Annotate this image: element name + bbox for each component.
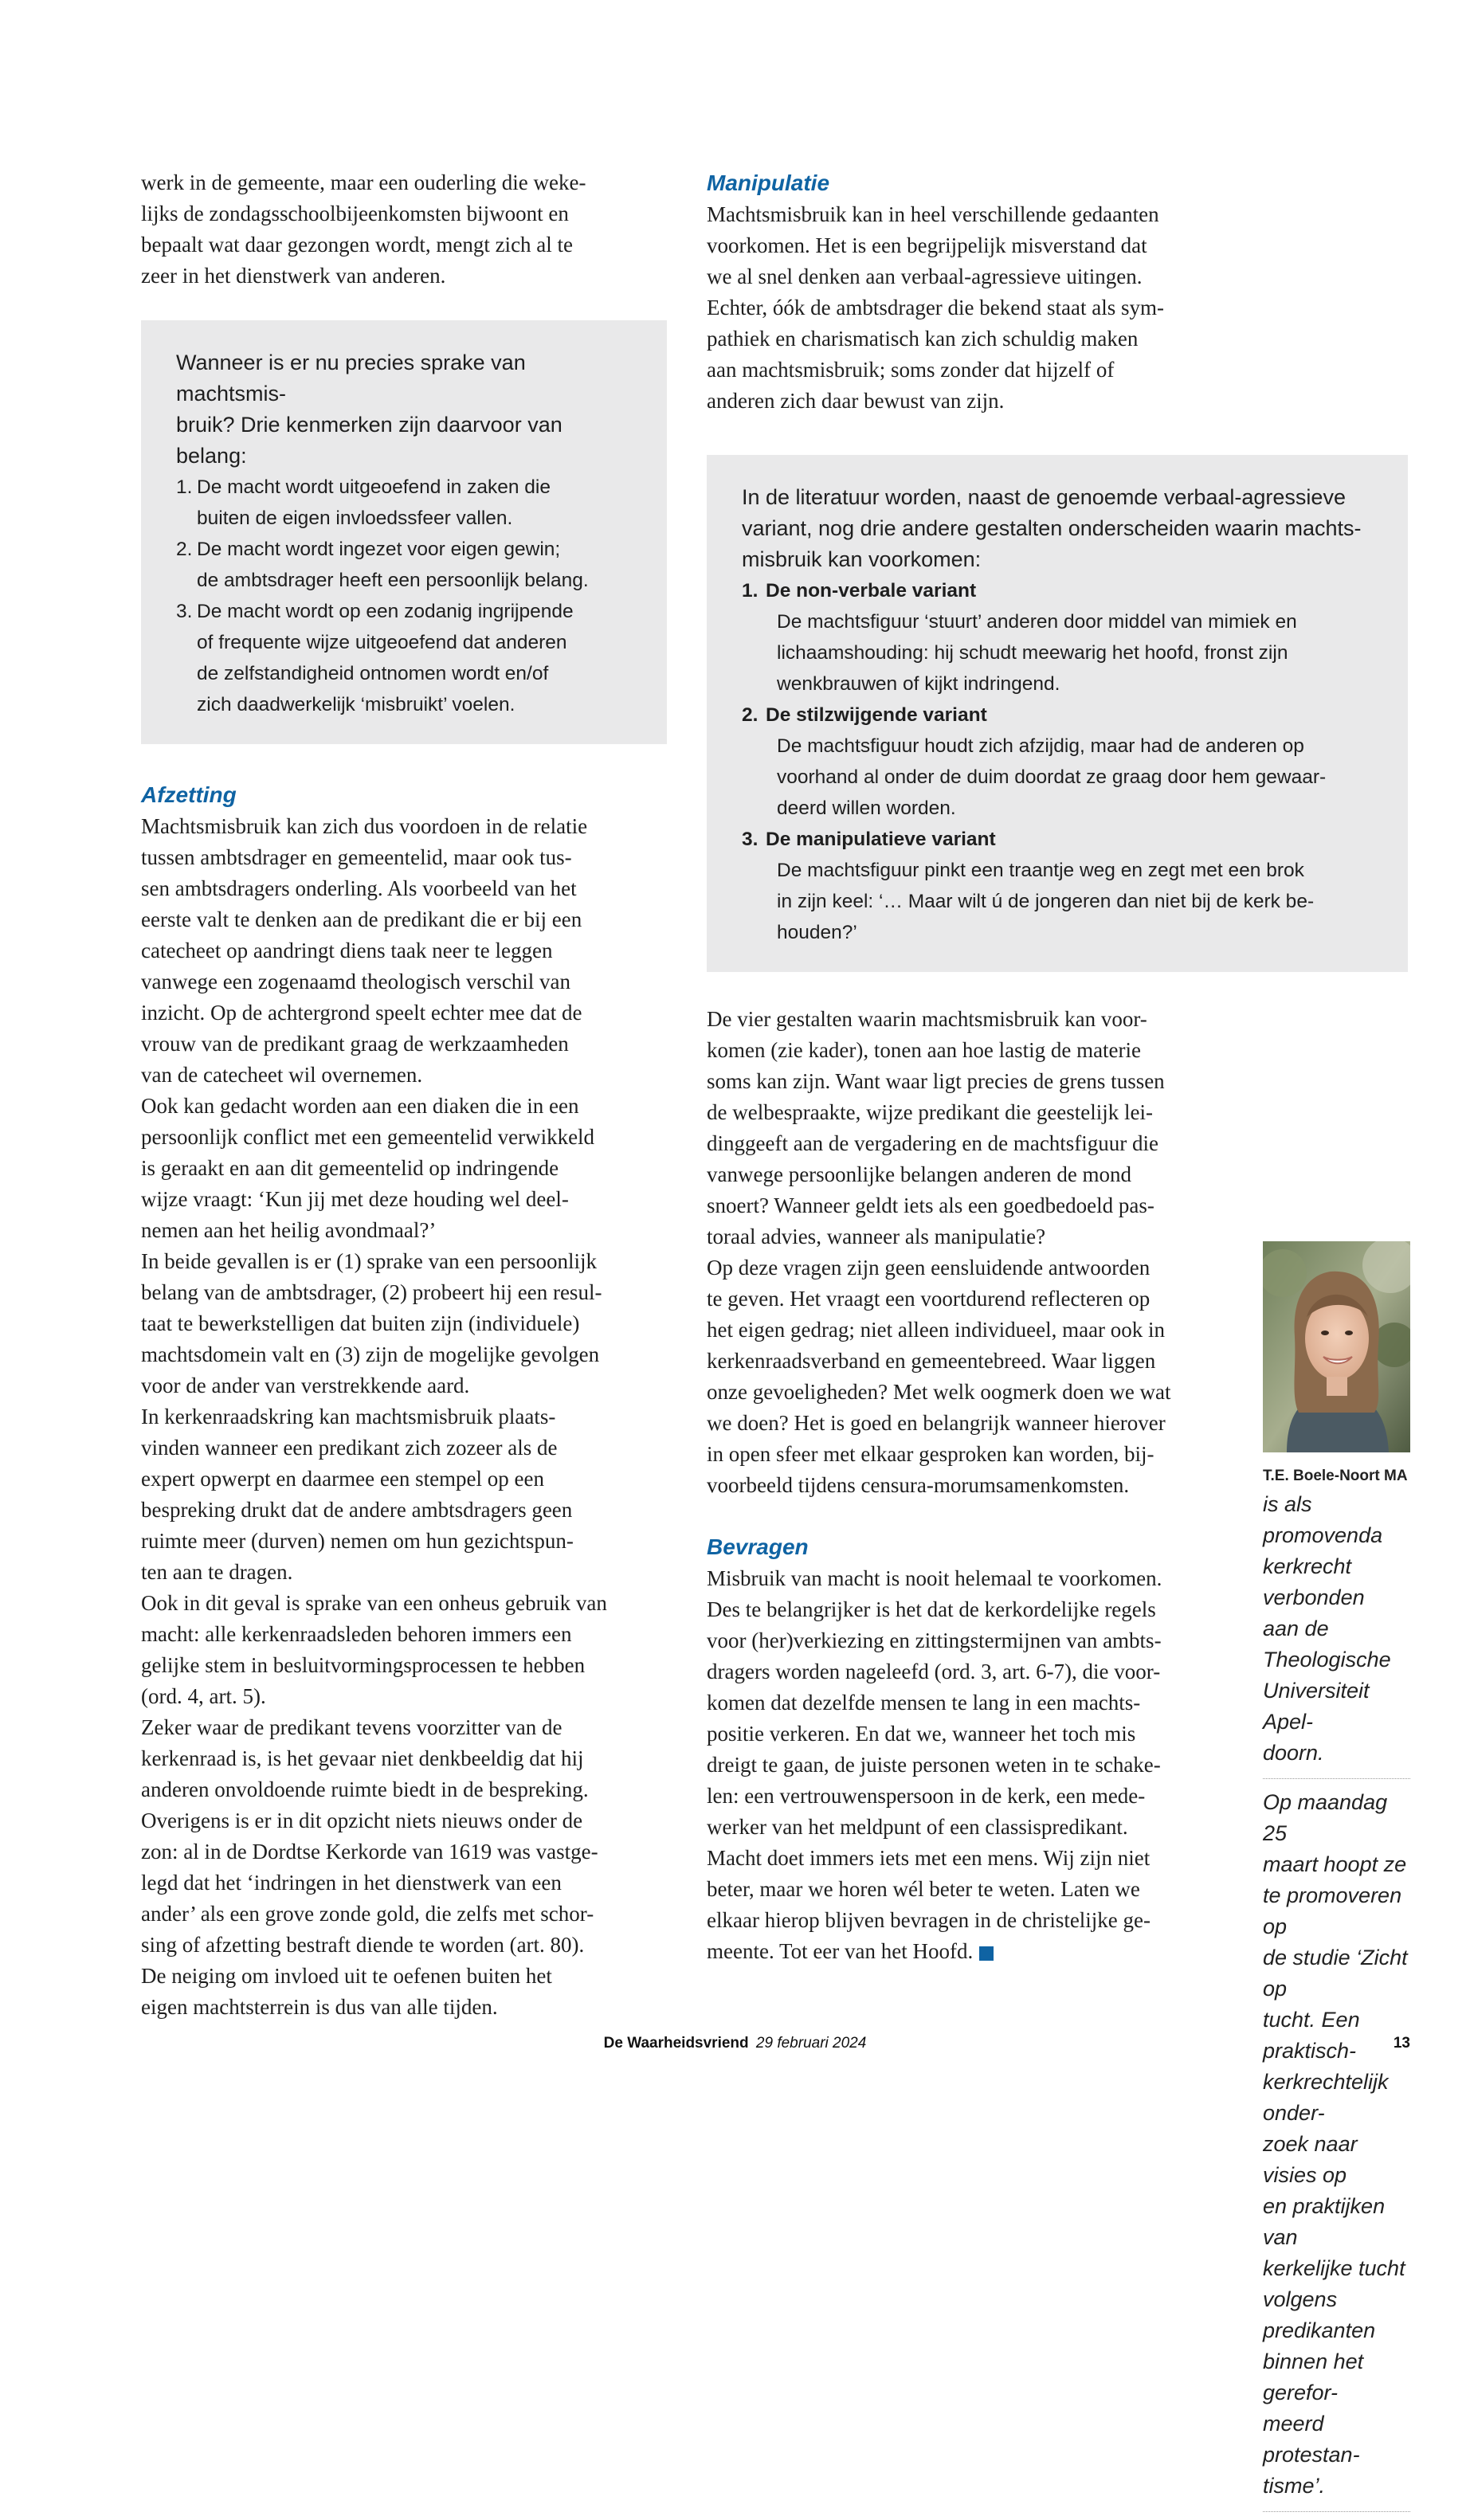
text-line: persoonlijk conflict met een gemeentelid verwikkeld	[141, 1125, 595, 1149]
text-line: is geraakt en aan dit gemeentelid op indringende	[141, 1156, 559, 1180]
text-line: de welbespraakte, wijze predikant die geestelijk lei-	[707, 1100, 1154, 1124]
text-line: voor de ander van verstrekkende aard.	[141, 1374, 470, 1397]
text-line: komen (zie kader), tonen aan hoe lastig de materie	[707, 1038, 1142, 1062]
text-line: Ook kan gedacht worden aan een diaken die in een	[141, 1094, 579, 1118]
list-number: 3.	[742, 829, 759, 850]
heading-bevragen: Bevragen	[707, 1534, 809, 1559]
text-line: voorkomen. Het is een begrijpelijk misverstand dat	[707, 233, 1147, 257]
text-line: sing of afzetting bestraft diende te worden (art. 80).	[141, 1933, 585, 1957]
text-line: pathiek en charismatisch kan zich schuldig maken	[707, 327, 1139, 351]
text-line: legd dat het ‘indringen in het dienstwerk van een	[141, 1871, 562, 1895]
text-line: sen ambtsdragers onderling. Als voorbeeld van het	[141, 876, 577, 900]
author-bio	[1263, 1489, 1410, 1769]
text-line: snoert? Wanneer geldt iets als een goedbedoeld pas-	[707, 1193, 1154, 1217]
text-line: Macht doet immers iets met een mens. Wij zijn niet	[707, 1846, 1151, 1870]
list-text	[197, 596, 574, 720]
text-line: bepaalt wat daar gezongen wordt, mengt zich al te	[141, 233, 574, 257]
caption-line: binnen het gerefor-	[1263, 2349, 1364, 2404]
box-line: wenkbrauwen of kijkt indringend.	[777, 673, 1060, 695]
variant-title	[742, 824, 1373, 855]
author-name: T.E. Boele-Noort MA	[1263, 1468, 1408, 1484]
text-line: belang van de ambtsdrager, (2) probeert hij een resul-	[141, 1280, 602, 1304]
text-line: we doen? Het is goed en belangrijk wanneer hierover	[707, 1411, 1166, 1435]
text-line: komen dat dezelfde mensen te lang in een machts-	[707, 1691, 1141, 1715]
text-line: wijze vraagt: ‘Kun jij met deze houding wel deel-	[141, 1187, 569, 1211]
author-photo	[1263, 1241, 1410, 1452]
caption-line: kerkelijke tucht	[1263, 2255, 1405, 2280]
box-line: de zelfstandigheid ontnomen wordt en/of	[197, 663, 549, 684]
caption-line: Universiteit Apel-	[1263, 1678, 1370, 1734]
caption-line: aan de Theologische	[1263, 1616, 1391, 1672]
text-line: het eigen gedrag; niet alleen individueel, maar ook in	[707, 1318, 1166, 1342]
text-line: inzicht. Op de achtergrond speelt echter mee dat de	[141, 1001, 582, 1025]
caption-line: tucht. Een praktisch-	[1263, 2007, 1360, 2063]
text-line: In kerkenraadskring kan machtsmisbruik plaats-	[141, 1405, 556, 1429]
author-caption	[1263, 1464, 1410, 2520]
variant-title-text: De non-verbale variant	[766, 580, 977, 602]
text-line: lijks de zondagsschoolbijeenkomsten bijwoont en	[141, 202, 569, 225]
page-number: 13	[1393, 2035, 1410, 2052]
text-line: De vier gestalten waarin machtsmisbruik kan voor-	[707, 1007, 1147, 1031]
text-line: te geven. Het vraagt een voortdurend reflecteren op	[707, 1287, 1151, 1311]
end-mark	[979, 1946, 994, 1961]
caption-line: is als promovenda	[1263, 1491, 1383, 1547]
list-text	[197, 472, 551, 534]
caption-line: kerkrechtelijk onder-	[1263, 2069, 1389, 2125]
issue-date: 29 februari 2024	[755, 2035, 867, 2052]
text-line: eerste valt te denken aan de predikant die er bij een	[141, 907, 582, 931]
text-line: ten aan te dragen.	[141, 1560, 293, 1584]
text-line: dinggeeft aan de vergadering en de machtsfiguur die	[707, 1131, 1159, 1155]
text-line: dreigt te gaan, de juiste personen weten in te schake-	[707, 1753, 1161, 1777]
caption-line: meerd protestan-	[1263, 2411, 1360, 2467]
text-line: kerkenraadsverband en gemeentebreed. Waar liggen	[707, 1349, 1156, 1373]
box-line: variant, nog drie andere gestalten onderscheiden waarin machts-	[742, 516, 1362, 540]
box-line: de ambtsdrager heeft een persoonlijk belang.	[197, 570, 589, 591]
text-line: voorbeeld tijdens censura-morumsamenkomsten.	[707, 1473, 1130, 1497]
caption-line: te promoveren op	[1263, 1883, 1402, 1938]
text-line: In beide gevallen is er (1) sprake van een persoonlijk	[141, 1249, 598, 1273]
text-line: aan machtsmisbruik; soms zonder dat hijzelf of	[707, 358, 1115, 382]
text-line: nemen aan het heilig avondmaal?’	[141, 1218, 437, 1242]
text-line: vrouw van de predikant graag de werkzaamheden	[141, 1032, 569, 1056]
text-line: anderen zich daar bewust van zijn.	[707, 389, 1005, 413]
text-line: in open sfeer met elkaar gesproken kan worden, bij-	[707, 1442, 1154, 1466]
text-line: Des te belangrijker is het dat de kerkordelijke regels	[707, 1597, 1156, 1621]
text-line: machtsdomein valt en (3) zijn de mogelijke gevolgen	[141, 1342, 600, 1366]
text-line: Op deze vragen zijn geen eensluidende antwoorden	[707, 1256, 1151, 1280]
text-line: macht: alle kerkenraadsleden behoren immers een	[141, 1622, 572, 1646]
text-line: positie verkeren. En dat we, wanneer het toch mis	[707, 1722, 1136, 1746]
text-line: zeer in het dienstwerk van anderen.	[141, 264, 446, 288]
text-line: dragers worden nageleefd (ord. 3, art. 6-7), die voor-	[707, 1660, 1161, 1683]
box-line: in zijn keel: ‘… Maar wilt ú de jongeren dan niet bij de kerk be-	[777, 891, 1315, 912]
text-line: tussen ambtsdrager en gemeentelid, maar ook tus-	[141, 845, 572, 869]
text-line: taat te bewerkstelligen dat buiten zijn (individuele)	[141, 1311, 580, 1335]
box-line: De machtsfiguur ‘stuurt’ anderen door middel van mimiek en	[777, 611, 1297, 633]
box-line: of frequente wijze uitgeoefend dat anderen	[197, 632, 567, 653]
box-line: houden?’	[777, 922, 857, 943]
text-line: catecheet op aandringt diens taak neer te leggen	[141, 939, 553, 962]
text-line: elkaar hierop blijven bevragen in de christelijke ge-	[707, 1908, 1151, 1932]
text-line: vinden wanneer een predikant zich zozeer als de	[141, 1436, 558, 1460]
caption-line: de studie ‘Zicht op	[1263, 1945, 1408, 2001]
text-line: zon: al in de Dordtse Kerkorde van 1619 was vastge-	[141, 1840, 598, 1864]
text-line: Ook in dit geval is sprake van een onheus gebruik van	[141, 1591, 607, 1615]
heading-afzetting: Afzetting	[141, 782, 237, 807]
caption-line: volgens predikanten	[1263, 2287, 1376, 2342]
characteristics-box	[141, 320, 667, 744]
box-line: zich daadwerkelijk ‘misbruikt’ voelen.	[197, 694, 515, 715]
box-intro	[176, 347, 635, 472]
box-line: misbruik kan voorkomen:	[742, 547, 982, 571]
box-line: Wanneer is er nu precies sprake van machtsmis-	[176, 351, 526, 406]
text-line: Machtsmisbruik kan zich dus voordoen in de relatie	[141, 814, 588, 838]
afzetting-text	[141, 811, 667, 2023]
heading-manipulatie: Manipulatie	[707, 170, 830, 195]
text-line: Echter, óók de ambtsdrager die bekend staat als sym-	[707, 296, 1164, 319]
bevragen-text	[707, 1563, 1233, 1967]
text-line: onze gevoeligheden? Met welk oogmerk doen we wat	[707, 1380, 1171, 1404]
caption-line: en praktijken van	[1263, 2193, 1386, 2249]
variant-title-text: De manipulatieve variant	[766, 829, 996, 850]
list-text	[197, 534, 589, 596]
caption-line: tisme’.	[1263, 2473, 1326, 2498]
list-item	[176, 534, 635, 596]
box-intro	[742, 482, 1373, 575]
list-item	[176, 596, 635, 720]
list-item	[176, 472, 635, 534]
box-line: voorhand al onder de duim doordat ze graag door hem gewaar-	[777, 766, 1327, 788]
text-line: voor (her)verkiezing en zittingstermijnen van ambts-	[707, 1628, 1162, 1652]
gestalten-text	[707, 1004, 1233, 1501]
text-line: bespreking drukt dat de andere ambtsdragers geen	[141, 1498, 573, 1522]
box-line: De machtsfiguur houdt zich afzijdig, maar had de anderen op	[777, 735, 1304, 757]
caption-line: kerkrecht verbonden	[1263, 1554, 1365, 1609]
list-number: 2.	[742, 704, 759, 726]
text-line: werker van het meldpunt of een classispredikant.	[707, 1815, 1128, 1839]
intro-paragraph	[141, 167, 667, 292]
text-line: beter, maar we horen wél beter te weten. Laten we	[707, 1877, 1140, 1901]
text-line: gelijke stem in besluitvormingsprocessen te hebben	[141, 1653, 586, 1677]
variant-title	[742, 700, 1373, 731]
text-line: expert opwerpt en daarmee een stempel op een	[141, 1467, 545, 1491]
text-line: Zeker waar de predikant tevens voorzitter van de	[141, 1715, 563, 1739]
text-line: anderen onvoldoende ruimte biedt in de bespreking.	[141, 1777, 589, 1801]
magazine-name: De Waarheidsvriend	[603, 2035, 749, 2052]
variant-item	[742, 575, 1373, 700]
text-line: ruimte meer (durven) nemen om hun gezichtspun-	[141, 1529, 574, 1553]
left-column	[141, 167, 667, 2023]
variant-item	[742, 700, 1373, 824]
box-line: De machtsfiguur pinkt een traantje weg en zegt met een brok	[777, 860, 1304, 881]
text-line: toraal advies, wanneer als manipulatie?	[707, 1225, 1046, 1248]
box-line: De macht wordt ingezet voor eigen gewin;	[197, 539, 561, 560]
text-line: meente. Tot eer van het Hoofd.	[707, 1936, 1233, 1967]
box-line: buiten de eigen invloedssfeer vallen.	[197, 508, 513, 529]
manipulatie-text	[707, 199, 1233, 417]
text-line: eigen machtsterrein is dus van alle tijden.	[141, 1995, 498, 2019]
variants-box	[707, 455, 1408, 972]
text-line: vanwege een zogenaamd theologisch verschil van	[141, 970, 571, 993]
caption-line: zoek naar visies op	[1263, 2131, 1358, 2187]
box-line: De macht wordt op een zodanig ingrijpende	[197, 601, 574, 622]
variant-title-text: De stilzwijgende variant	[766, 704, 987, 726]
list-number: 3.	[176, 601, 193, 622]
box-line: De macht wordt uitgeoefend in zaken die	[197, 476, 551, 498]
box-line: deerd willen worden.	[777, 798, 956, 819]
variant-title	[742, 575, 1373, 606]
list-number: 2.	[176, 539, 193, 560]
text-line: vanwege persoonlijke belangen anderen de mond	[707, 1162, 1132, 1186]
list-number: 1.	[176, 476, 193, 498]
box-line: lichaamshouding: hij schudt meewarig het hoofd, fronst zijn	[777, 642, 1288, 664]
box-line: bruik? Drie kenmerken zijn daarvoor van belang:	[176, 413, 563, 468]
list-number: 1.	[742, 580, 759, 602]
text-line: werk in de gemeente, maar een ouderling die weke-	[141, 170, 586, 194]
text-line: Overigens is er in dit opzicht niets nieuws onder de	[141, 1809, 583, 1832]
text-line: Machtsmisbruik kan in heel verschillende gedaanten	[707, 202, 1159, 226]
characteristics-list	[176, 472, 635, 720]
caption-line: doorn.	[1263, 1740, 1324, 1765]
text-line: (ord. 4, art. 5).	[141, 1684, 266, 1708]
text-line: kerkenraad is, is het gevaar niet denkbeeldig dat hij	[141, 1746, 584, 1770]
variant-item	[742, 824, 1373, 948]
caption-line: Op maandag 25	[1263, 1789, 1388, 1845]
text-line: we al snel denken aan verbaal-agressieve uitingen.	[707, 265, 1143, 288]
caption-line: maart hoopt ze	[1263, 1852, 1407, 1876]
text-line: De neiging om invloed uit te oefenen buiten het	[141, 1964, 552, 1988]
variants-list	[742, 575, 1373, 948]
text-line: ander’ als een grove zonde gold, die zelfs met schor-	[141, 1902, 594, 1926]
author-note	[1263, 1787, 1410, 2502]
box-line: In de literatuur worden, naast de genoemde verbaal-agressieve	[742, 485, 1346, 509]
text-line: len: een vertrouwenspersoon in de kerk, een mede-	[707, 1784, 1146, 1808]
caption-divider	[1263, 1778, 1410, 1779]
text-line: van de catecheet wil overnemen.	[141, 1063, 423, 1087]
footer-center	[0, 2035, 1470, 2052]
text-line: soms kan zijn. Want waar ligt precies de grens tussen	[707, 1069, 1165, 1093]
caption-divider-bottom	[1263, 2511, 1410, 2512]
text-line: Misbruik van macht is nooit helemaal te voorkomen.	[707, 1566, 1162, 1590]
